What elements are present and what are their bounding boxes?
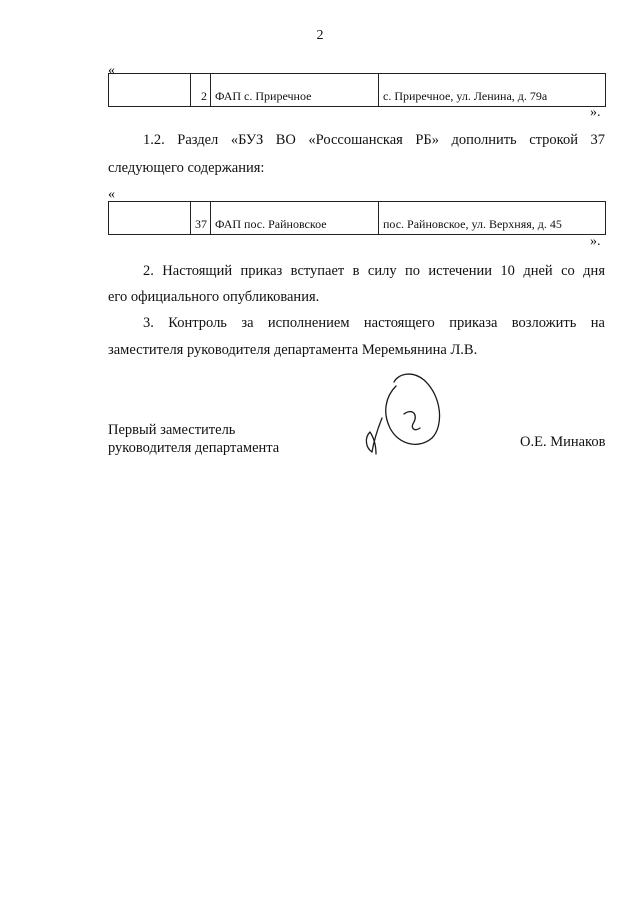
- table2-blank-cell: [109, 202, 191, 235]
- item3-line2: заместителя руководителя департамента Меремьянина Л.В.: [108, 342, 478, 358]
- table-row: [109, 74, 606, 107]
- handwritten-signature: [352, 366, 452, 466]
- item3-line1: 3. Контроль за исполнением настоящего приказа возложить на: [143, 315, 605, 331]
- table2-number-cell: 37: [191, 202, 211, 235]
- section-1-2-line2: следующего содержания:: [108, 160, 265, 176]
- table2-address-cell: пос. Райновское, ул. Верхняя, д. 45: [379, 202, 606, 235]
- table2-open-quote: «: [108, 187, 115, 202]
- signatory-name: О.Е. Минаков: [520, 434, 606, 450]
- table1-close-quote: ».: [590, 105, 601, 120]
- table1-number-cell: 2: [191, 74, 211, 107]
- table1-name-cell: ФАП с. Приречное: [211, 74, 379, 107]
- section-1-2-line1: 1.2. Раздел «БУЗ ВО «Россошанская РБ» дополнить строкой 37: [143, 132, 605, 148]
- table2-name-cell: ФАП пос. Райновское: [211, 202, 379, 235]
- table1-open-quote: «: [108, 63, 115, 78]
- table1: [108, 73, 606, 107]
- signatory-position-line1: Первый заместитель: [108, 422, 236, 438]
- item2-line1: 2. Настоящий приказ вступает в силу по истечении 10 дней со дня: [143, 263, 605, 279]
- table2-close-quote: ».: [590, 234, 601, 249]
- table2: [108, 201, 606, 235]
- table1-address-cell: с. Приречное, ул. Ленина, д. 79а: [379, 74, 606, 107]
- page-number: 2: [316, 28, 324, 43]
- table-row: [109, 202, 606, 235]
- item2-line2: его официального опубликования.: [108, 289, 320, 305]
- signatory-position-line2: руководителя департамента: [108, 440, 280, 456]
- table1-blank-cell: [109, 74, 191, 107]
